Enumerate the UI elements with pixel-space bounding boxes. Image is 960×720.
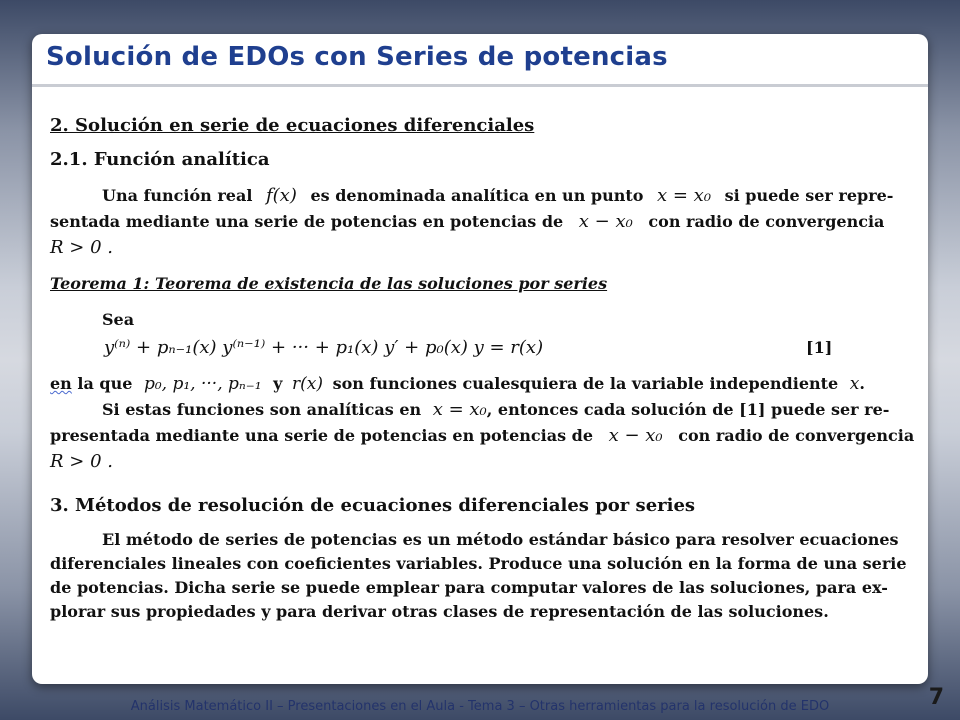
en-la-que-line: en la que p₀, p₁, ···, pₙ₋₁ y r(x) son funciones cualesquiera de la variable independiente x. [50,374,865,394]
theorem-1-title: Teorema 1: Teorema de existencia de las soluciones por series [50,274,608,293]
math-x-minus-x0: x − x₀ [578,211,633,232]
equation-1: y⁽ⁿ⁾ + pₙ₋₁(x) y⁽ⁿ⁻¹⁾ + ··· + p₁(x) y′ + p₀(x) y = r(x) [104,337,544,358]
si-line-1: Si estas funciones son analíticas en x = x₀, entonces cada solución de [1] puede ser re- [102,399,890,420]
math-rx: r(x) [292,374,324,394]
math-p-functions: p₀, p₁, ···, pₙ₋₁ [143,374,262,394]
definition-line-3: R > 0 . [50,237,113,258]
section-2-heading: 2. Solución en serie de ecuaciones diferenciales [50,115,535,136]
section-3-line-4: plorar sus propiedades y para derivar otras clases de representación de las soluciones. [50,602,829,621]
math-x-eq-x0-2: x = x₀ [432,399,487,420]
title-bar [32,34,928,87]
section-2-1-heading: 2.1. Función analítica [50,149,270,170]
slide-title: Solución de EDOs con Series de potencias [46,42,668,72]
page-number: 7 [928,685,944,710]
slide [32,34,928,684]
si-line-2: presentada mediante una serie de potencias en potencias de x − x₀ con radio de convergencia [50,425,915,446]
section-3-line-3: de potencias. Dicha serie se puede emplear para computar valores de las soluciones, para ex- [50,578,888,597]
math-x: x [849,374,860,394]
definition-line-2: sentada mediante una serie de potencias en potencias de x − x₀ con radio de convergencia [50,211,885,232]
definition-line-1: Una función real f(x) es denominada analítica en un punto x = x₀ si puede ser repre- [102,185,894,206]
section-3-line-1: El método de series de potencias es un método estándar básico para resolver ecuaciones [102,530,899,549]
math-x-minus-x0-2: x − x₀ [608,425,663,446]
sea-label: Sea [102,310,135,329]
math-fx: f(x) [266,185,297,206]
math-x-eq-x0: x = x₀ [656,185,712,206]
slide-content [50,114,915,674]
section-3-heading: 3. Métodos de resolución de ecuaciones diferenciales por series [50,495,696,516]
si-line-3: R > 0 . [50,451,113,472]
footer-text: Análisis Matemático II – Presentaciones en el Aula - Tema 3 – Otras herramientas para la resolución de EDO [130,699,830,714]
equation-1-number: [1] [806,338,833,357]
section-3-line-2: diferenciales lineales con coeficientes variables. Produce una solución en la forma de una serie [50,554,907,573]
